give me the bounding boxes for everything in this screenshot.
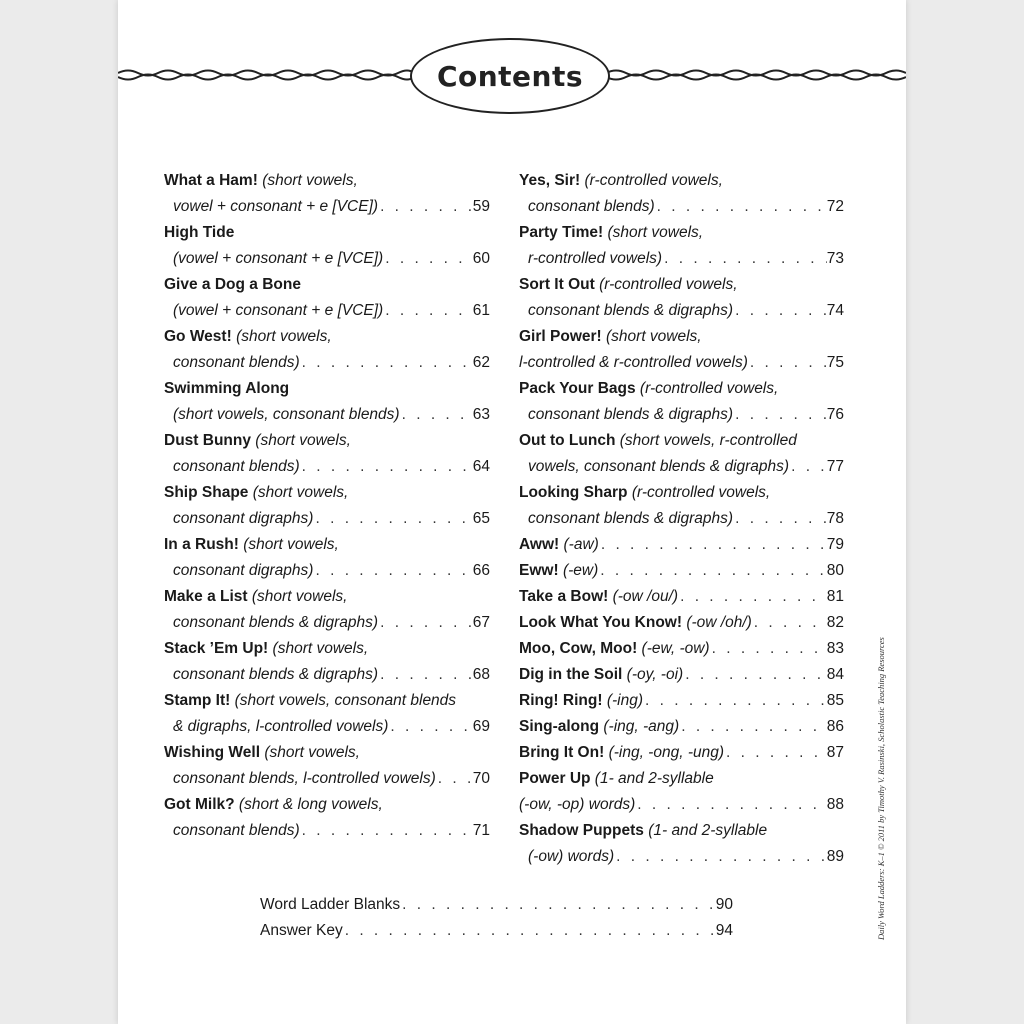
entry-page-number: 88 xyxy=(826,796,844,813)
appendix-page-number: 94 xyxy=(715,922,733,939)
entry-description: consonant blends & digraphs) xyxy=(173,614,379,631)
entry-first-line xyxy=(519,428,844,454)
entry-description: (1- and 2-syllable xyxy=(648,822,768,839)
entry-page-number: 69 xyxy=(472,718,490,735)
entry-description: (-aw) xyxy=(563,536,599,553)
entry-title: Sort It Out xyxy=(519,276,595,293)
toc-entry xyxy=(164,584,490,636)
entry-description: (-ing, -ong, -ung) xyxy=(608,744,725,761)
contents-column-left xyxy=(164,168,490,844)
entry-description: (-ew) xyxy=(562,562,599,579)
entry-page-number: 80 xyxy=(826,562,844,579)
entry-second-line xyxy=(164,402,490,428)
entry-title: Aww! xyxy=(519,536,560,553)
entry-description: (short vowels, consonant blends xyxy=(234,692,457,709)
dot-leader xyxy=(655,194,827,220)
entry-title: Dig in the Soil xyxy=(519,666,623,683)
entry-description: consonant blends & digraphs) xyxy=(528,510,734,527)
entry-description: (short vowels, xyxy=(255,432,351,449)
appendix-entry xyxy=(260,918,733,944)
entry-description: (vowel + consonant + e [VCE]) xyxy=(173,250,384,267)
entry-description: (r-controlled vowels, xyxy=(584,172,723,189)
appendix-label: Answer Key xyxy=(260,922,343,939)
entry-line xyxy=(519,636,844,662)
entry-second-line xyxy=(164,714,490,740)
entry-description: vowels, consonant blends & digraphs) xyxy=(528,458,790,475)
entry-title: Power Up xyxy=(519,770,591,787)
appendix-entries xyxy=(260,892,733,944)
dot-leader xyxy=(388,714,472,740)
entry-description: consonant blends & digraphs) xyxy=(173,666,379,683)
dot-leader xyxy=(643,688,827,714)
entry-description: (1- and 2-syllable xyxy=(594,770,714,787)
entry-title: Party Time! xyxy=(519,224,604,241)
entry-page-number: 62 xyxy=(472,354,490,371)
entry-description: l-controlled & r-controlled vowels) xyxy=(519,354,748,371)
toc-entry xyxy=(164,272,490,324)
entry-second-line xyxy=(519,194,844,220)
entry-page-number: 85 xyxy=(826,692,844,709)
entry-page-number: 72 xyxy=(826,198,844,215)
entry-description: (short vowels, xyxy=(264,744,360,761)
entry-first-line xyxy=(164,272,490,298)
entry-first-line xyxy=(164,584,490,610)
entry-title: Give a Dog a Bone xyxy=(164,276,301,293)
entry-page-number: 74 xyxy=(826,302,844,319)
dot-leader xyxy=(378,610,473,636)
entry-description: consonant blends) xyxy=(528,198,655,215)
entry-page-number: 70 xyxy=(472,770,490,787)
toc-entry xyxy=(519,558,844,584)
entry-page-number: 66 xyxy=(472,562,490,579)
entry-description: (short vowels, xyxy=(236,328,332,345)
entry-description: (short vowels, consonant blends) xyxy=(173,406,400,423)
dot-leader xyxy=(733,506,827,532)
entry-title: Stack ’Em Up! xyxy=(164,640,269,657)
toc-entry xyxy=(164,376,490,428)
toc-entry xyxy=(164,688,490,740)
entry-page-number: 59 xyxy=(472,198,490,215)
entry-line xyxy=(519,610,844,636)
entry-description: (-oy, -oi) xyxy=(626,666,684,683)
toc-entry xyxy=(519,766,844,818)
toc-entry xyxy=(164,324,490,376)
appendix-page-number: 90 xyxy=(715,896,733,913)
dot-leader xyxy=(724,740,827,766)
entry-description: consonant blends) xyxy=(173,354,300,371)
entry-first-line xyxy=(164,688,490,714)
entry-title: Looking Sharp xyxy=(519,484,628,501)
entry-page-number: 81 xyxy=(826,588,844,605)
entry-page-number: 71 xyxy=(472,822,490,839)
entry-first-line xyxy=(164,740,490,766)
entry-description: (short & long vowels, xyxy=(238,796,383,813)
toc-entry xyxy=(519,636,844,662)
entry-title: Girl Power! xyxy=(519,328,602,345)
entry-description: (short vowels, xyxy=(272,640,369,657)
entry-page-number: 63 xyxy=(472,406,490,423)
entry-page-number: 87 xyxy=(826,744,844,761)
entry-first-line xyxy=(164,324,490,350)
entry-page-number: 83 xyxy=(826,640,844,657)
toc-entry xyxy=(519,272,844,324)
dot-leader xyxy=(300,818,473,844)
entry-title: Dust Bunny xyxy=(164,432,251,449)
entry-first-line xyxy=(164,428,490,454)
dot-leader xyxy=(436,766,473,792)
entry-second-line xyxy=(164,194,490,220)
dot-leader xyxy=(752,610,827,636)
dot-leader xyxy=(400,402,473,428)
entry-second-line xyxy=(519,298,844,324)
toc-entry xyxy=(519,818,844,870)
entry-description: (short vowels, xyxy=(251,588,348,605)
entry-title: Out to Lunch xyxy=(519,432,616,449)
entry-description: consonant blends & digraphs) xyxy=(528,302,734,319)
entry-page-number: 77 xyxy=(826,458,844,475)
entry-line xyxy=(519,558,844,584)
entry-first-line xyxy=(519,766,844,792)
entry-description: (-ow) words) xyxy=(528,848,615,865)
dot-leader xyxy=(383,298,473,324)
entry-first-line xyxy=(164,220,490,246)
entry-second-line xyxy=(164,350,490,376)
dot-leader xyxy=(383,246,473,272)
entry-title: Ring! Ring! xyxy=(519,692,603,709)
entry-title: Shadow Puppets xyxy=(519,822,644,839)
toc-entry xyxy=(519,584,844,610)
entry-description: consonant blends, l-controlled vowels) xyxy=(173,770,436,787)
entry-page-number: 79 xyxy=(826,536,844,553)
copyright-credit: Daily Word Ladders: K–1 © 2011 by Timothy V. Rasinski, Scholastic Teaching Resources xyxy=(876,637,886,940)
toc-entry xyxy=(519,714,844,740)
entry-title: Bring It On! xyxy=(519,744,605,761)
entry-second-line xyxy=(164,818,490,844)
dot-leader xyxy=(678,584,827,610)
entry-description: r-controlled vowels) xyxy=(528,250,663,267)
entry-line xyxy=(519,662,844,688)
entry-page-number: 82 xyxy=(826,614,844,631)
dot-leader xyxy=(679,714,827,740)
entry-title: Moo, Cow, Moo! xyxy=(519,640,638,657)
entry-page-number: 75 xyxy=(826,354,844,371)
entry-second-line xyxy=(519,792,844,818)
entry-title: Pack Your Bags xyxy=(519,380,636,397)
entry-title: Sing-along xyxy=(519,718,600,735)
dot-leader xyxy=(300,454,473,480)
entry-first-line xyxy=(519,168,844,194)
toc-entry xyxy=(164,428,490,480)
entry-description: & digraphs, l-controlled vowels) xyxy=(173,718,389,735)
dot-leader xyxy=(614,844,827,870)
entry-first-line xyxy=(519,818,844,844)
toc-entry xyxy=(164,636,490,688)
title-badge xyxy=(410,38,610,114)
dot-leader xyxy=(710,636,827,662)
dot-leader xyxy=(378,194,473,220)
toc-entry xyxy=(164,532,490,584)
toc-entry xyxy=(164,480,490,532)
dot-leader xyxy=(733,298,827,324)
entry-page-number: 64 xyxy=(472,458,490,475)
entry-second-line xyxy=(519,246,844,272)
entry-first-line xyxy=(164,532,490,558)
dot-leader xyxy=(300,350,473,376)
entry-page-number: 60 xyxy=(472,250,490,267)
entry-second-line xyxy=(164,298,490,324)
dot-leader xyxy=(662,246,827,272)
appendix-entry xyxy=(260,892,733,918)
entry-second-line xyxy=(164,766,490,792)
entry-title: High Tide xyxy=(164,224,235,241)
entry-title: Yes, Sir! xyxy=(519,172,581,189)
dot-leader xyxy=(313,558,472,584)
entry-title: Swimming Along xyxy=(164,380,290,397)
toc-entry xyxy=(519,610,844,636)
toc-entry xyxy=(519,532,844,558)
entry-description: (-ew, -ow) xyxy=(641,640,710,657)
dot-leader xyxy=(378,662,473,688)
entry-page-number: 78 xyxy=(826,510,844,527)
entry-description: consonant digraphs) xyxy=(173,562,314,579)
toc-entry xyxy=(519,480,844,532)
dot-leader xyxy=(789,454,827,480)
entry-description: (-ing, -ang) xyxy=(603,718,680,735)
entry-first-line xyxy=(164,636,490,662)
entry-second-line xyxy=(164,558,490,584)
entry-line xyxy=(519,584,844,610)
entry-second-line xyxy=(519,506,844,532)
entry-second-line xyxy=(519,454,844,480)
toc-entry xyxy=(519,220,844,272)
toc-entry xyxy=(519,428,844,480)
toc-entry xyxy=(519,376,844,428)
toc-entry xyxy=(164,792,490,844)
entry-first-line xyxy=(519,220,844,246)
entry-second-line xyxy=(164,506,490,532)
entry-page-number: 65 xyxy=(472,510,490,527)
entry-first-line xyxy=(519,376,844,402)
toc-entry xyxy=(164,168,490,220)
entry-page-number: 67 xyxy=(472,614,490,631)
entry-page-number: 68 xyxy=(472,666,490,683)
entry-second-line xyxy=(164,454,490,480)
entry-second-line xyxy=(519,402,844,428)
entry-description: (short vowels, xyxy=(252,484,349,501)
dot-leader xyxy=(683,662,827,688)
entry-description: vowel + consonant + e [VCE]) xyxy=(173,198,379,215)
toc-entry xyxy=(519,168,844,220)
entry-page-number: 89 xyxy=(826,848,844,865)
entry-description: consonant blends) xyxy=(173,822,300,839)
entry-first-line xyxy=(164,792,490,818)
entry-description: consonant digraphs) xyxy=(173,510,314,527)
entry-description: (short vowels, xyxy=(243,536,339,553)
dot-leader xyxy=(599,532,827,558)
entry-second-line xyxy=(164,662,490,688)
entry-page-number: 61 xyxy=(472,302,490,319)
dot-leader xyxy=(733,402,827,428)
entry-description: (r-controlled vowels, xyxy=(631,484,771,501)
entry-line xyxy=(519,714,844,740)
entry-title: Look What You Know! xyxy=(519,614,683,631)
entry-page-number: 76 xyxy=(826,406,844,423)
entry-description: (short vowels, xyxy=(262,172,358,189)
rope-divider-right xyxy=(606,64,906,86)
entry-description: (r-controlled vowels, xyxy=(639,380,779,397)
entry-title: What a Ham! xyxy=(164,172,258,189)
toc-entry xyxy=(164,740,490,792)
entry-description: (short vowels, xyxy=(607,224,704,241)
entry-first-line xyxy=(164,168,490,194)
entry-title: Take a Bow! xyxy=(519,588,609,605)
entry-description: (-ing) xyxy=(606,692,643,709)
entry-title: In a Rush! xyxy=(164,536,239,553)
dot-leader xyxy=(343,918,716,944)
entry-line xyxy=(519,740,844,766)
dot-leader xyxy=(313,506,472,532)
entry-title: Got Milk? xyxy=(164,796,235,813)
entry-description: (r-controlled vowels, xyxy=(599,276,738,293)
dot-leader xyxy=(598,558,827,584)
entry-first-line xyxy=(164,376,490,402)
entry-second-line xyxy=(519,844,844,870)
entry-description: (-ow /ou/) xyxy=(612,588,679,605)
contents-column-right xyxy=(519,168,844,870)
entry-line xyxy=(519,532,844,558)
entry-description: (short vowels, r-controlled xyxy=(619,432,797,449)
entry-first-line xyxy=(519,272,844,298)
entry-first-line xyxy=(519,480,844,506)
entry-description: (-ow /oh/) xyxy=(686,614,752,631)
entry-description: consonant blends & digraphs) xyxy=(528,406,734,423)
dot-leader xyxy=(400,892,716,918)
page-title: Contents xyxy=(436,59,584,93)
entry-description: (-ow, -op) words) xyxy=(519,796,636,813)
toc-entry xyxy=(164,220,490,272)
entry-title: Ship Shape xyxy=(164,484,249,501)
entry-first-line xyxy=(519,324,844,350)
entry-title: Go West! xyxy=(164,328,232,345)
toc-entry xyxy=(519,662,844,688)
entry-description: (vowel + consonant + e [VCE]) xyxy=(173,302,384,319)
toc-entry xyxy=(519,324,844,376)
entry-title: Eww! xyxy=(519,562,559,579)
dot-leader xyxy=(635,792,826,818)
entry-page-number: 86 xyxy=(826,718,844,735)
rope-divider-left xyxy=(118,64,414,86)
entry-first-line xyxy=(164,480,490,506)
entry-description: (short vowels, xyxy=(606,328,702,345)
entry-second-line xyxy=(164,610,490,636)
toc-entry xyxy=(519,740,844,766)
entry-title: Wishing Well xyxy=(164,744,261,761)
entry-page-number: 73 xyxy=(826,250,844,267)
toc-entry xyxy=(519,688,844,714)
dot-leader xyxy=(748,350,827,376)
entry-line xyxy=(519,688,844,714)
entry-second-line xyxy=(164,246,490,272)
entry-title: Stamp It! xyxy=(164,692,231,709)
appendix-label: Word Ladder Blanks xyxy=(260,896,401,913)
entry-title: Make a List xyxy=(164,588,248,605)
entry-second-line xyxy=(519,350,844,376)
entry-description: consonant blends) xyxy=(173,458,300,475)
entry-page-number: 84 xyxy=(826,666,844,683)
